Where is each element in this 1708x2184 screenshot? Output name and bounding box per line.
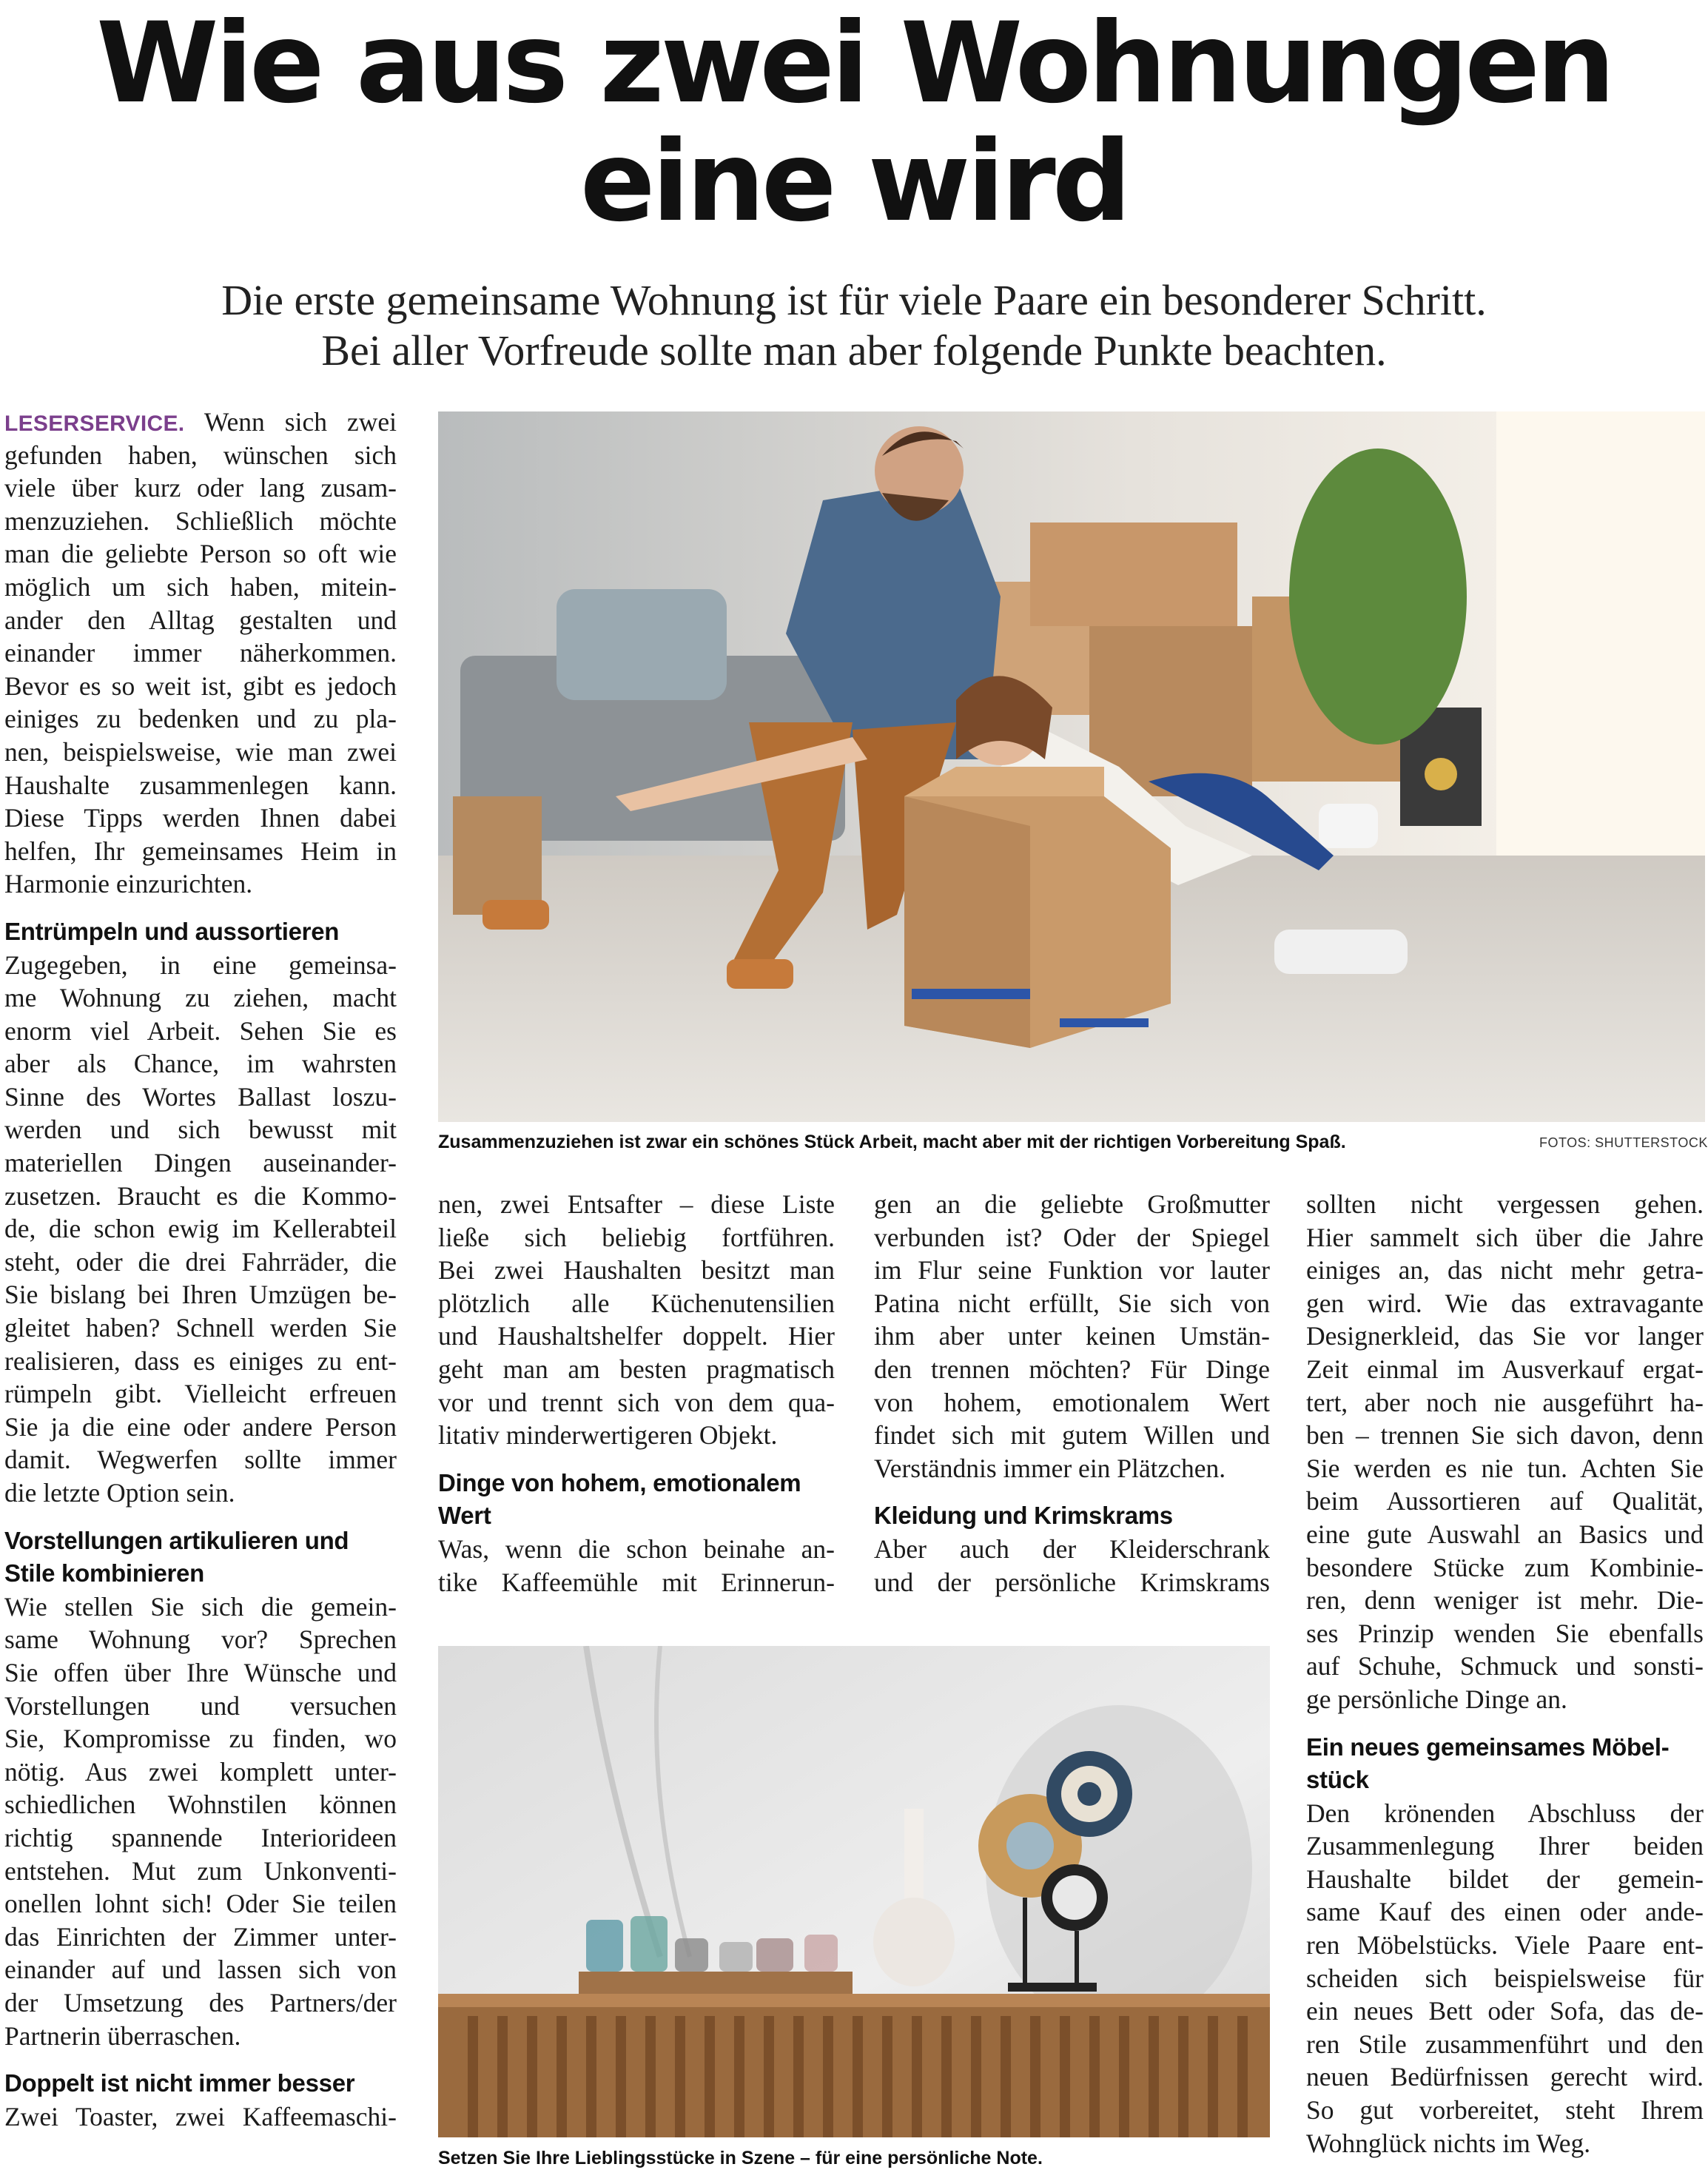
section-paragraph bbox=[4, 1590, 397, 2052]
subheadline-line-1: Die erste gemeinsame Wohnung ist für viele Paare ein besonderer Schritt. bbox=[221, 276, 1487, 324]
photo-decor-sideboard bbox=[438, 1646, 1270, 2137]
text-line: einiges zu bedenken und zu pla- bbox=[4, 704, 397, 734]
text-line: me Wohnung zu ziehen, macht bbox=[4, 983, 397, 1013]
text-line: Zugegeben, in eine gemeinsa- bbox=[4, 950, 397, 980]
text-line: same Kauf des einen oder ande- bbox=[1306, 1897, 1704, 1927]
section-heading: Doppelt ist nicht immer besser bbox=[4, 2069, 355, 2097]
text-line: nen, zwei Entsafter – diese Liste bbox=[438, 1189, 835, 1219]
text-line: gleitet haben? Schnell werden Sie bbox=[4, 1313, 397, 1343]
text-line: von hohem, emotionalem Wert bbox=[874, 1387, 1270, 1417]
text-line: der Umsetzung des Partners/der bbox=[4, 1987, 397, 2017]
section-heading: Dinge von hohem, emotionalem bbox=[438, 1468, 801, 1496]
photo-couple-image bbox=[438, 411, 1705, 1122]
text-line: Hier sammelt sich über die Jahre bbox=[1306, 1222, 1704, 1252]
text-line: eine gute Auswahl an Basics und bbox=[1306, 1519, 1704, 1549]
text-line: helfen, Ihr gemeinsames Heim in bbox=[4, 836, 397, 866]
text-line: man die geliebte Person so oft wie bbox=[4, 539, 397, 569]
text-line: gen an die geliebte Großmutter bbox=[874, 1189, 1270, 1219]
text-line: Bevor es so weit ist, gibt es jedoch bbox=[4, 671, 397, 701]
text-line: Haushalte zusammenlegen kann. bbox=[4, 770, 397, 800]
text-line: plötzlich alle Küchenutensilien bbox=[438, 1288, 835, 1318]
text-line: Designerkleid, das Sie vor langer bbox=[1306, 1321, 1704, 1351]
photo-caption: Setzen Sie Ihre Lieblingsstücke in Szene – für eine persönliche Note. bbox=[438, 2148, 1043, 2168]
section-paragraph bbox=[438, 1533, 835, 1599]
text-line: entstehen. Mut zum Unkonventi- bbox=[4, 1855, 397, 1886]
intro-paragraph bbox=[4, 439, 397, 901]
text-line: realisieren, dass es einiges zu ent- bbox=[4, 1345, 397, 1376]
text-line: ander den Alltag gestalten und bbox=[4, 605, 397, 635]
article-column-3 bbox=[874, 1188, 1270, 1599]
text-line: tike Kaffeemühle mit Erinnerun- bbox=[438, 1567, 835, 1597]
text-line: möglich um sich haben, mitein- bbox=[4, 571, 397, 602]
section-paragraph bbox=[438, 1188, 835, 1452]
text-line: same Wohnung vor? Sprechen bbox=[4, 1624, 397, 1655]
text-line: enorm viel Arbeit. Sehen Sie es bbox=[4, 1015, 397, 1046]
text-line: Sie offen über Ihre Wünsche und bbox=[4, 1657, 397, 1687]
text-line: schiedlichen Wohnstilen können bbox=[4, 1790, 397, 1820]
lead-label: LESERSERVICE. bbox=[4, 411, 185, 436]
text-line: nötig. Aus zwei komplett unter- bbox=[4, 1756, 397, 1787]
section-paragraph bbox=[874, 1188, 1270, 1485]
section-heading: Wert bbox=[438, 1502, 491, 1530]
section-heading: Kleidung und Krimskrams bbox=[874, 1502, 1173, 1530]
text-line: verbunden ist? Oder der Spiegel bbox=[874, 1222, 1270, 1252]
section-heading: stück bbox=[1306, 1766, 1369, 1794]
text-line: auf Schuhe, Schmuck und sonsti- bbox=[1306, 1651, 1704, 1681]
section-paragraph bbox=[1306, 1797, 1704, 2160]
lead-line: LESERSERVICE. Wenn sich zwei bbox=[4, 407, 397, 437]
text-line: einander auf und lassen sich von bbox=[4, 1955, 397, 1985]
photo-caption: Zusammenzuziehen ist zwar ein schönes Stück Arbeit, macht aber mit der richtigen Vorbereitung Spaß. bbox=[438, 1132, 1346, 1152]
text-line: materiellen Dingen auseinander- bbox=[4, 1148, 397, 1178]
section-heading: Entrümpeln und aussortieren bbox=[4, 917, 340, 945]
text-line: ren, denn weniger ist mehr. Die- bbox=[1306, 1585, 1704, 1616]
text-line: einander immer näherkommen. bbox=[4, 638, 397, 668]
text-line: scheiden sich beispielsweise für bbox=[1306, 1963, 1704, 1993]
text-line: werden und sich bewusst mit bbox=[4, 1115, 397, 1145]
photo-decor-image bbox=[438, 1646, 1270, 2137]
text-line: Zeit einmal im Ausverkauf ergat- bbox=[1306, 1354, 1704, 1384]
text-line: findet sich mit gutem Willen und bbox=[874, 1420, 1270, 1451]
article-column-2 bbox=[438, 1188, 835, 1599]
text-line: richtig spannende Interiorideen bbox=[4, 1822, 397, 1852]
headline-line-2: eine wird bbox=[579, 118, 1129, 246]
text-line: und der persönliche Krimskrams bbox=[874, 1567, 1270, 1597]
text-line: gefunden haben, wünschen sich bbox=[4, 440, 397, 470]
article-column-1 bbox=[4, 406, 397, 2133]
text-line: damit. Wegwerfen sollte immer bbox=[4, 1445, 397, 1475]
text-line: Sie bislang bei Ihren Umzügen be- bbox=[4, 1280, 397, 1310]
text-line: Partnerin überraschen. bbox=[4, 2020, 241, 2051]
subheadline-line-2: Bei aller Vorfreude sollte man aber folgende Punkte beachten. bbox=[321, 326, 1387, 374]
text-line: ren Stile zusammenführt und den bbox=[1306, 2029, 1704, 2059]
text-line: rümpeln gibt. Vielleicht erfreuen bbox=[4, 1379, 397, 1409]
text-line: ses Prinzip wenden Sie ebenfalls bbox=[1306, 1618, 1704, 1648]
text-line: zusetzen. Braucht es die Kommo- bbox=[4, 1180, 397, 1211]
text-line: Haushalte bildet der gemein- bbox=[1306, 1864, 1704, 1894]
text-line: tert, aber noch nie ausgeführt ha- bbox=[1306, 1387, 1704, 1417]
text-line: Bei zwei Haushalten besitzt man bbox=[438, 1255, 835, 1286]
text-line: Harmonie einzurichten. bbox=[4, 869, 253, 899]
subheadline bbox=[0, 275, 1708, 376]
text-line: die letzte Option sein. bbox=[4, 1478, 235, 1508]
text-line: ließe sich beliebig fortführen. bbox=[438, 1222, 835, 1252]
section-heading: Vorstellungen artikulieren und bbox=[4, 1526, 349, 1554]
photo-credit: FOTOS: SHUTTERSTOCK bbox=[1539, 1135, 1708, 1150]
text-line: neuen Bedürfnissen gerecht wird. bbox=[1306, 2062, 1704, 2092]
text-line: onellen lohnt sich! Oder Sie teilen bbox=[4, 1889, 397, 1919]
text-line: ihm aber unter keinen Umstän- bbox=[874, 1321, 1270, 1351]
text-line: Verständnis immer ein Plätzchen. bbox=[874, 1453, 1226, 1483]
text-line: Wie stellen Sie sich die gemein- bbox=[4, 1591, 397, 1622]
photo-couple-moving-boxes bbox=[438, 411, 1705, 1122]
text-line: Sie ja die eine oder andere Person bbox=[4, 1411, 397, 1442]
text-line: Zwei Toaster, zwei Kaffeemaschi- bbox=[4, 2101, 397, 2131]
text-line: Sie werden es nie tun. Achten Sie bbox=[1306, 1453, 1704, 1483]
text-line: litativ minderwertigeren Objekt. bbox=[438, 1420, 778, 1451]
text-line: Sinne des Wortes Ballast loszu- bbox=[4, 1081, 397, 1112]
text-line: menzuziehen. Schließlich möchte bbox=[4, 505, 397, 536]
text-line: nen, beispielsweise, wie man zwei bbox=[4, 736, 397, 767]
text-line: Diese Tipps werden Ihnen dabei bbox=[4, 803, 397, 833]
article-column-4 bbox=[1306, 1188, 1704, 2160]
text-line: besondere Stücke zum Kombinie- bbox=[1306, 1552, 1704, 1582]
text-line: das Einrichten der Zimmer unter- bbox=[4, 1921, 397, 1952]
section-paragraph bbox=[4, 949, 397, 1510]
text-line: geht man am besten pragmatisch bbox=[438, 1354, 835, 1384]
section-paragraph bbox=[4, 2100, 397, 2134]
text-line: viele über kurz oder lang zusam- bbox=[4, 473, 397, 503]
text-line: Was, wenn die schon beinahe an- bbox=[438, 1533, 835, 1564]
text-line: ge persönliche Dinge an. bbox=[1306, 1684, 1567, 1714]
text-line: den trennen möchten? Für Dinge bbox=[874, 1354, 1270, 1384]
section-heading: Stile kombinieren bbox=[4, 1559, 204, 1587]
text-line: Sie, Kompromisse zu finden, wo bbox=[4, 1724, 397, 1754]
text-line: Aber auch der Kleiderschrank bbox=[874, 1533, 1270, 1564]
text-line: Den krönenden Abschluss der bbox=[1306, 1798, 1704, 1828]
text-line: einiges an, das nicht mehr getra- bbox=[1306, 1255, 1704, 1286]
text-line: ein neues Bett oder Sofa, das de- bbox=[1306, 1996, 1704, 2026]
text-line: de, die schon ewig im Kellerabteil bbox=[4, 1214, 397, 1244]
text-line: Vorstellungen und versuchen bbox=[4, 1690, 397, 1721]
text-line: Wohnglück nichts im Weg. bbox=[1306, 2128, 1591, 2158]
text-line: im Flur seine Funktion vor lauter bbox=[874, 1255, 1270, 1286]
headline-line-1: Wie aus zwei Wohnungen bbox=[96, 0, 1612, 128]
section-paragraph bbox=[874, 1533, 1270, 1599]
text-line: Patina nicht erfüllt, Sie sich von bbox=[874, 1288, 1270, 1318]
headline bbox=[0, 0, 1708, 246]
text-line: ben – trennen Sie sich davon, denn bbox=[1306, 1420, 1704, 1451]
text-line: aber als Chance, im wahrsten bbox=[4, 1049, 397, 1079]
text-line: So gut vorbereitet, steht Ihrem bbox=[1306, 2095, 1704, 2126]
section-paragraph bbox=[1306, 1188, 1704, 1716]
text-line: sollten nicht vergessen gehen. bbox=[1306, 1189, 1704, 1219]
text-line: vor und trennt sich von dem qua- bbox=[438, 1387, 835, 1417]
section-heading: Ein neues gemeinsames Möbel- bbox=[1306, 1733, 1670, 1761]
text-line: gen wird. Wie das extravagante bbox=[1306, 1288, 1704, 1318]
text-line: ren Möbelstücks. Viele Paare ent- bbox=[1306, 1930, 1704, 1960]
text-line: beim Aussortieren auf Qualität, bbox=[1306, 1486, 1704, 1516]
text-line: steht, oder die drei Fahrräder, die bbox=[4, 1246, 397, 1277]
text-line: Zusammenlegung Ihrer beiden bbox=[1306, 1831, 1704, 1861]
text-line: und Haushaltshelfer doppelt. Hier bbox=[438, 1321, 835, 1351]
